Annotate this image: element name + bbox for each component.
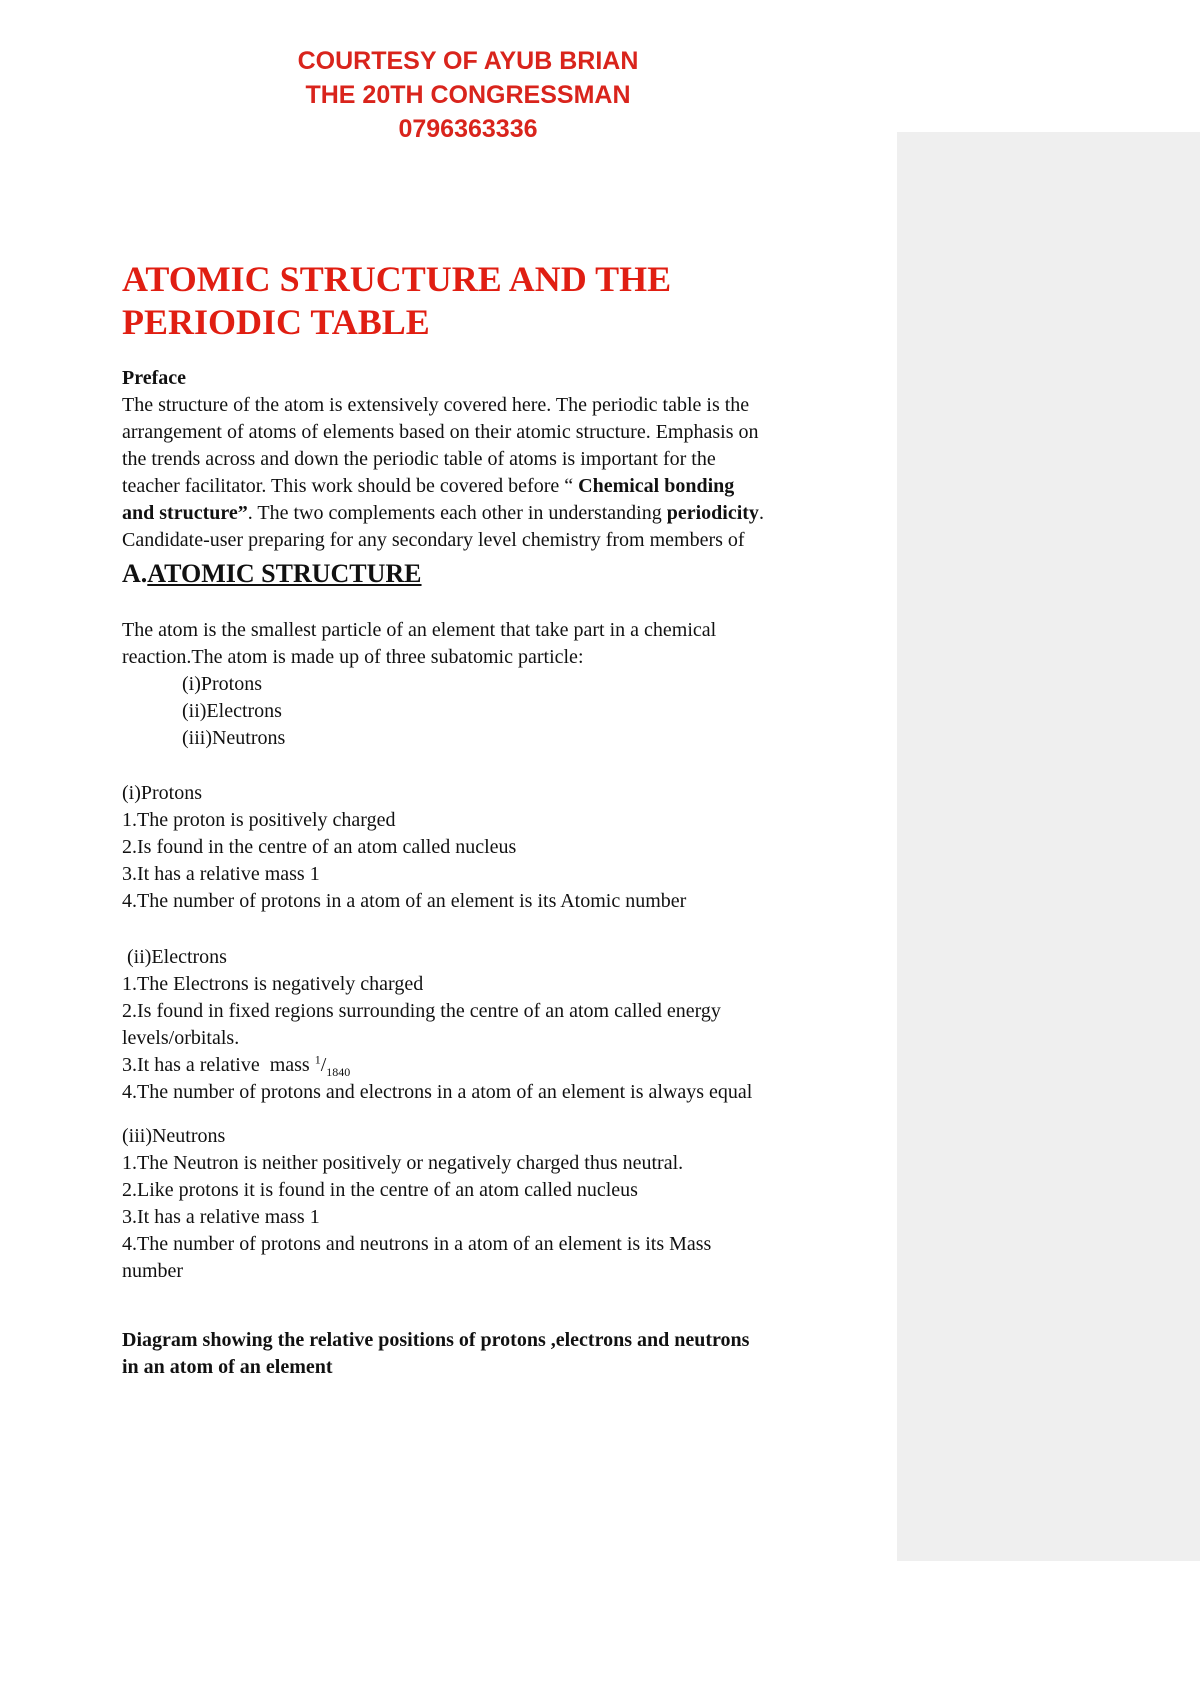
courtesy-line: THE 20TH CONGRESSMAN [305, 81, 631, 109]
protons-item: 1.The proton is positively charged [122, 809, 396, 831]
protons-section [122, 780, 892, 915]
electrons-item: 2.Is found in fixed regions surrounding the centre of an atom called energy [122, 1000, 721, 1022]
list-item: (ii)Electrons [182, 700, 282, 722]
mass-numerator: 1 [314, 1052, 321, 1067]
title-line: ATOMIC STRUCTURE AND THE [122, 259, 672, 299]
courtesy-line: COURTESY OF AYUB BRIAN [297, 47, 639, 75]
preface-text: teacher facilitator. This work should be covered before “ [122, 475, 579, 497]
protons-heading: (i)Protons [122, 782, 202, 804]
intro-line: The atom is the smallest particle of an element that take part in a chemical [122, 619, 717, 641]
preface-line: the trends across and down the periodic table of atoms is important for the [122, 448, 716, 470]
intro-section [122, 617, 892, 752]
preface-line: arrangement of atoms of elements based on their atomic structure. Emphasis on [122, 421, 759, 443]
preface-text: . [758, 502, 764, 524]
preface-bold-text: and structure” [122, 502, 248, 524]
neutrons-item: 2.Like protons it is found in the centre of an atom called nucleus [122, 1179, 638, 1201]
title-line: PERIODIC TABLE [122, 302, 430, 342]
intro-line: reaction.The atom is made up of three subatomic particle: [122, 646, 584, 668]
preface-line: Candidate-user preparing for any secondary level chemistry from members of [122, 529, 745, 551]
neutrons-section [122, 1123, 892, 1285]
protons-item: 3.It has a relative mass 1 [122, 863, 320, 885]
protons-item: 2.Is found in the centre of an atom called nucleus [122, 836, 517, 858]
preface-text: . The two complements each other in understanding [247, 502, 667, 524]
neutrons-item: 4.The number of protons and neutrons in a atom of an element is its Mass [122, 1233, 712, 1255]
preface-line [122, 500, 892, 527]
protons-item: 4.The number of protons in a atom of an element is its Atomic number [122, 890, 687, 912]
document-title [122, 258, 671, 344]
preface-bold-text: Chemical bonding [578, 475, 735, 497]
list-item: (iii)Neutrons [182, 727, 286, 749]
section-title: ATOMIC STRUCTURE [147, 559, 422, 588]
electrons-item: 4.The number of protons and electrons in a atom of an element is always equal [122, 1081, 753, 1103]
caption-line: Diagram showing the relative positions of protons ,electrons and neutrons [122, 1329, 750, 1351]
electrons-item [122, 1052, 892, 1079]
section-prefix: A. [122, 559, 148, 588]
comment-pane [897, 132, 1200, 1561]
neutrons-item: number [122, 1260, 184, 1282]
section-a-heading [122, 558, 422, 590]
mass-slash: / [320, 1054, 327, 1076]
electrons-item: levels/orbitals. [122, 1027, 240, 1049]
preface-line: The structure of the atom is extensively covered here. The periodic table is the [122, 394, 750, 416]
courtesy-header [218, 44, 718, 146]
electrons-heading: (ii)Electrons [122, 946, 227, 968]
preface-heading: Preface [122, 367, 187, 389]
electrons-section [122, 944, 892, 1106]
caption-line: in an atom of an element [122, 1356, 333, 1378]
preface-line [122, 473, 892, 500]
neutrons-heading: (iii)Neutrons [122, 1125, 226, 1147]
electrons-mass-text: 3.It has a relative mass [122, 1054, 315, 1076]
list-item: (i)Protons [182, 673, 262, 695]
mass-denominator: 1840 [326, 1065, 351, 1079]
preface-section [122, 365, 892, 554]
preface-bold-text: periodicity [666, 502, 759, 524]
neutrons-item: 1.The Neutron is neither positively or negatively charged thus neutral. [122, 1152, 684, 1174]
diagram-caption [122, 1327, 892, 1381]
courtesy-phone: 0796363336 [398, 115, 538, 143]
electrons-item: 1.The Electrons is negatively charged [122, 973, 424, 995]
neutrons-item: 3.It has a relative mass 1 [122, 1206, 320, 1228]
